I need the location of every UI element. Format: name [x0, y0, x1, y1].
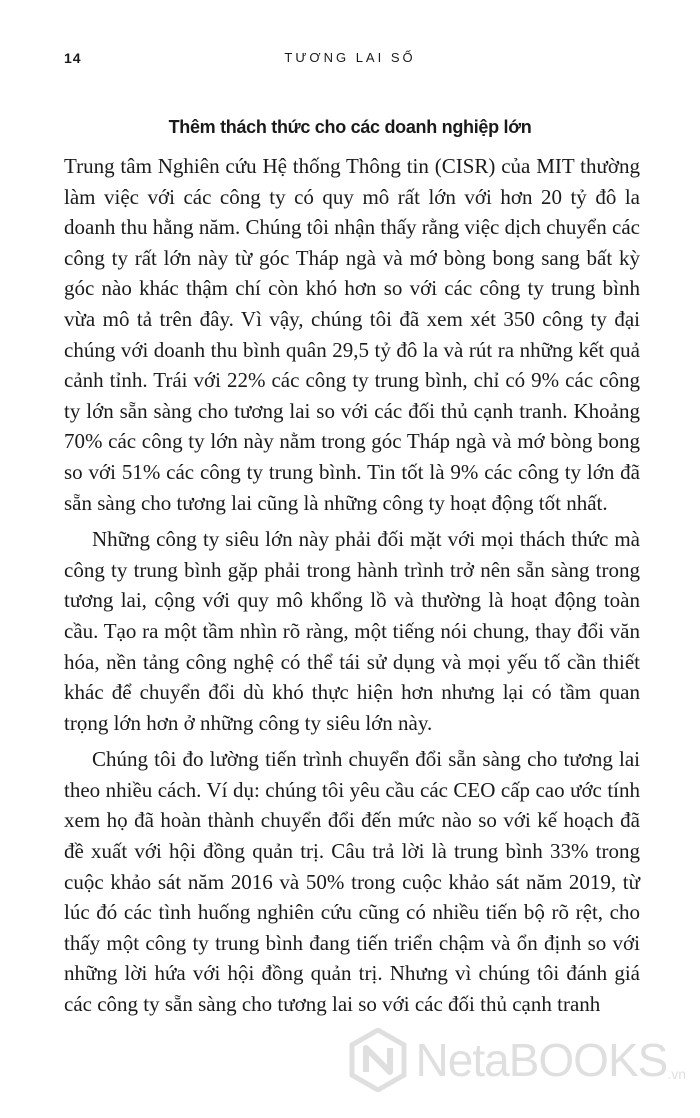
paragraph-2: Những công ty siêu lớn này phải đối mặt với mọi thách thức mà công ty trung bình gặp phải trong hành trình trở nên sẵn sàng trong tương lai, cộng với quy mô khổng lồ và thường là hoạt động toàn cầu. Tạo ra một tầm nhìn rõ ràng, một tiếng nói chung, thay đổi văn hóa, nền tảng công nghệ có thể tái sử dụng và mọi yếu tố cần thiết khác để chuyển đổi dù khó thực hiện hơn nhưng lại có tầm quan trọng lớn hơn ở những công ty siêu lớn này. — [64, 527, 640, 735]
paragraph-1: Trung tâm Nghiên cứu Hệ thống Thông tin (CISR) của MIT thường làm việc với các công ty có quy mô rất lớn với hơn 20 tỷ đô la doanh thu hằng năm. Chúng tôi nhận thấy rằng việc dịch chuyển các công ty rất lớn này từ góc Tháp ngà và mớ bòng bong sang bất kỳ góc nào khác thậm chí còn khó hơn so với các công ty trung bình vừa mô tả trên đây. Vì vậy, chúng tôi đã xem xét 350 công ty đại chúng với doanh thu bình quân 29,5 tỷ đô la và rút ra những kết quả cảnh tỉnh. Trái với 22% các công ty trung bình, chỉ có 9% các công ty lớn sẵn sàng cho tương lai so với các đối thủ cạnh tranh. Khoảng 70% các công ty lớn này nằm trong góc Tháp ngà và mớ bòng bong so với 51% các công ty trung bình. Tin tốt là 9% các công ty lớn đã sẵn sàng cho tương lai cũng là những công ty hoạt động tốt nhất. — [64, 154, 640, 515]
neta-logo-icon — [346, 1028, 410, 1092]
body-text — [64, 151, 640, 1020]
watermark-brand: NetaBOOKS — [415, 1034, 668, 1086]
section-heading: Thêm thách thức cho các doanh nghiệp lớn — [168, 117, 532, 137]
page-number: 14 — [64, 50, 82, 66]
watermark-suffix: .vn — [667, 1066, 686, 1082]
page-header — [64, 50, 636, 72]
running-title: TƯƠNG LAI SỐ — [284, 50, 416, 65]
watermark — [346, 1028, 686, 1092]
paragraph-3: Chúng tôi đo lường tiến trình chuyển đổi sẵn sàng cho tương lai theo nhiều cách. Ví dụ: chúng tôi yêu cầu các CEO cấp cao ước tính xem họ đã hoàn thành chuyển đổi đến mức nào so với kế hoạch đã đề xuất với hội đồng quản trị. Câu trả lời là trung bình 33% trong cuộc khảo sát năm 2016 và 50% trong cuộc khảo sát năm 2019, từ lúc đó các tình huống nghiên cứu cũng có nhiều tiến bộ rõ rệt, cho thấy một công ty trung bình đang tiến triển chậm và ổn định so với những lời hứa với hội đồng quản trị. Nhưng vì chúng tôi đánh giá các công ty sẵn sàng cho tương lai so với các đối thủ cạnh tranh — [64, 747, 640, 1017]
